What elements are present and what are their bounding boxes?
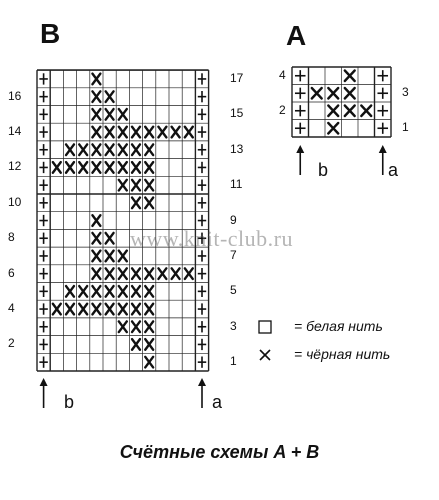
chart-b-row-number-left: 16 (8, 88, 22, 103)
watermark: www.knit-club.ru (130, 226, 293, 251)
chart-b-title: B (40, 18, 61, 49)
legend-white-label: = белая нить (294, 318, 383, 334)
chart-a-title: A (286, 20, 307, 51)
chart-b-row-number-left: 6 (8, 265, 15, 280)
chart-b-row-number-left: 10 (8, 194, 22, 209)
chart-b-arrow-a-label: a (212, 392, 223, 412)
chart-b-row-number-left: 2 (8, 336, 15, 351)
chart-b-row-number-right: 3 (230, 318, 237, 333)
chart-b-row-number-left: 8 (8, 230, 15, 245)
chart-a-row-number-right: 3 (402, 85, 409, 100)
chart-a-row-number-left: 4 (279, 67, 286, 82)
chart-a-row-number-right: 1 (402, 120, 409, 135)
chart-b-row-number-right: 7 (230, 247, 237, 262)
chart-b-row-number-right: 15 (230, 106, 244, 121)
cross-icon (260, 350, 270, 360)
chart-b-row-number-right: 9 (230, 212, 237, 227)
chart-b-row-number-right: 17 (230, 70, 244, 85)
chart-a-arrow-a-label: a (388, 160, 399, 180)
chart-b-row-number-right: 5 (230, 283, 237, 298)
chart-b-row-number-right: 13 (230, 141, 244, 156)
chart-a-row-number-left: 2 (279, 102, 286, 117)
chart-b-arrow-b-label: b (64, 392, 75, 412)
chart-b-row-number-right: 1 (230, 354, 237, 369)
caption: Счётные схемы A + B (119, 442, 320, 462)
chart-b-row-number-left: 4 (8, 301, 15, 316)
chart-b-row-number-left: 14 (8, 124, 22, 139)
chart-b-row-number-right: 11 (230, 177, 243, 192)
legend-black-label: = чёрная нить (294, 346, 391, 362)
white-square-icon (259, 321, 271, 333)
chart-b-row-number-left: 12 (8, 159, 22, 174)
chart-a-arrow-b-label: b (318, 160, 329, 180)
